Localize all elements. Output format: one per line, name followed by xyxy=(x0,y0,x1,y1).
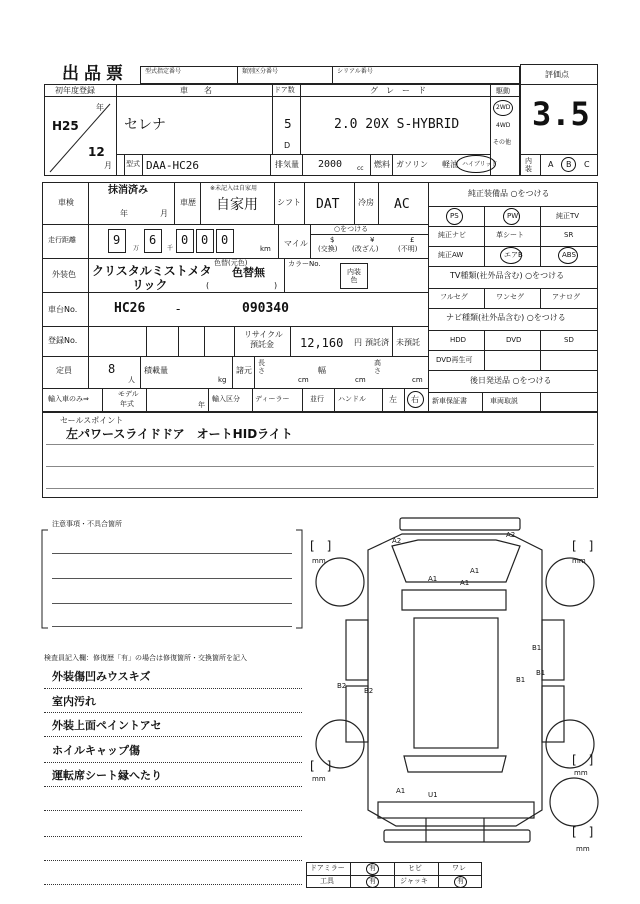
chassis-label: 車台No. xyxy=(48,305,78,314)
damage-mark-a2-front-right: A2 xyxy=(506,531,516,539)
capacity-value: 8 xyxy=(108,362,116,376)
color-number-label: カラーNo. xyxy=(288,260,321,268)
mm-bracket-rr: [ ] xyxy=(572,753,594,767)
navi-sd: SD xyxy=(564,336,574,344)
registration-label: 登録No. xyxy=(48,336,78,345)
dims-label: 諸元 xyxy=(236,366,252,375)
fuel-label: 燃料 xyxy=(374,160,390,169)
shift-value: DAT xyxy=(316,197,340,212)
dims-height-cm: cm xyxy=(412,376,423,384)
fuel-hybrid-circle xyxy=(456,155,496,173)
navi-dvd-play: DVD再生可 xyxy=(436,356,473,364)
navi-dvd: DVD xyxy=(506,336,522,344)
recycle-value: 12,160 xyxy=(300,336,344,350)
break-label: ワレ xyxy=(452,864,466,872)
recycle-label-l1: リサイクル xyxy=(244,330,283,339)
genuine-pw-circle xyxy=(503,208,520,225)
mileage-digit-1: 9 xyxy=(113,233,121,247)
displacement-label: 排気量 xyxy=(275,160,299,169)
door-unit: D xyxy=(284,141,291,150)
page-title: 出品票 xyxy=(62,64,128,84)
tool-yes: 有 xyxy=(369,877,376,885)
fuel-gasoline: ガソリン xyxy=(396,160,428,169)
mileage-swap-c: £ xyxy=(410,236,415,244)
score-value: 3.5 xyxy=(532,95,590,133)
import-label: 輸入車のみ⇒ xyxy=(48,395,89,403)
genuine-aw: 純正AW xyxy=(438,251,464,259)
chassis-dash: - xyxy=(176,302,181,316)
capacity-unit: 人 xyxy=(128,376,135,384)
mm-bracket-fr: [ ] xyxy=(572,539,594,553)
navi-hdd: HDD xyxy=(450,336,467,344)
dims-width: 幅 xyxy=(318,366,326,375)
car-damage-diagram xyxy=(306,510,606,880)
chassis-number: 090340 xyxy=(242,301,289,316)
tv-type-title: TV種類(社外品含む) ○をつける xyxy=(450,271,565,280)
model-code-label: 型式 xyxy=(126,160,140,168)
repaint-value: 色替無 xyxy=(232,266,265,279)
navi-type-title: ナビ種類(社外品含む) ○をつける xyxy=(446,313,566,322)
import-dealer: ディーラー xyxy=(255,395,290,403)
damage-mark-a1-hood-3: A1 xyxy=(470,567,480,575)
score-label: 評価点 xyxy=(545,70,569,79)
cc-unit: cc xyxy=(357,165,364,172)
drive-4wd: 4WD xyxy=(496,122,511,129)
genuine-tv: 純正TV xyxy=(556,212,580,220)
interior-grade-c: C xyxy=(584,160,590,169)
fuel-diesel: 軽油 xyxy=(442,160,458,169)
inspection-year-unit: 年 xyxy=(120,209,128,218)
tool-circle xyxy=(366,876,379,888)
cooler-label: 冷房 xyxy=(358,198,374,207)
mm-bracket-spare: [ ] xyxy=(572,825,594,839)
interior-grade-a: A xyxy=(548,160,554,169)
inspection-status: 抹消済み xyxy=(108,185,148,196)
genuine-leather: 革シート xyxy=(496,231,524,239)
import-parallel: 並行 xyxy=(310,395,324,403)
repaint-paren-open: ( xyxy=(206,281,210,290)
crack-label: ヒビ xyxy=(408,864,422,872)
note-item-1: 外装傷凹みウスキズ xyxy=(52,670,151,683)
capacity-label: 定員 xyxy=(56,366,72,375)
serial-number-label: シリアル番号 xyxy=(337,68,373,75)
tv-full: フルセグ xyxy=(440,293,468,301)
note-item-2: 室内汚れ xyxy=(52,695,96,708)
chassis-prefix: HC26 xyxy=(114,301,146,316)
damage-mark-a1-hood-2: A1 xyxy=(460,579,470,587)
damage-mark-b1-right-1: B1 xyxy=(532,644,542,652)
handle-left: 左 xyxy=(389,395,397,404)
genuine-ps: PS xyxy=(450,212,459,220)
handle-right-circle xyxy=(407,391,424,408)
history-value: 自家用 xyxy=(216,197,258,213)
interior-grade-b: B xyxy=(566,160,572,169)
load-kg: kg xyxy=(218,376,227,384)
door-count: 5 xyxy=(284,117,292,131)
genuine-airbag: エアB xyxy=(504,251,523,259)
note-item-4: ホイルキャップ傷 xyxy=(52,744,140,757)
mm-unit-rr: mm xyxy=(574,769,588,777)
recycle-not-deposited: 未預託 xyxy=(396,338,420,347)
dims-length: 長さ xyxy=(258,359,265,375)
first-reg-label: 初年度登録 xyxy=(55,86,95,95)
mileage-man-unit: 万 xyxy=(133,245,140,252)
door-mirror-label: ドアミラー xyxy=(310,864,345,872)
grade-value: 2.0 20X S-HYBRID xyxy=(334,117,460,132)
header-id-box xyxy=(140,66,520,84)
drive-2wd-circle xyxy=(493,100,513,116)
later-warranty: 新車保証書 xyxy=(432,397,467,405)
mileage-swap-a: $ xyxy=(330,236,335,244)
genuine-airbag-circle xyxy=(500,247,522,264)
mm-unit-fr: mm xyxy=(572,557,586,565)
cooler-value: AC xyxy=(394,197,410,212)
genuine-ps-circle xyxy=(446,208,463,225)
shift-label: シフト xyxy=(277,198,301,207)
mileage-swap-b: ¥ xyxy=(370,236,375,244)
genuine-pw: PW xyxy=(507,212,519,220)
notes-bracket xyxy=(40,524,304,634)
jack-label: ジャッキ xyxy=(400,877,428,885)
type-approval-label: 型式指定番号 xyxy=(145,68,182,75)
mm-unit-rl: mm xyxy=(312,775,326,783)
drive-2wd: 2WD xyxy=(496,104,511,111)
car-name-label: 車 名 xyxy=(180,86,212,95)
note-item-3: 外装上面ペイントアセ xyxy=(52,719,162,732)
car-name: セレナ xyxy=(124,117,166,133)
mileage-label: 走行距離 xyxy=(48,236,76,244)
tool-label: 工具 xyxy=(320,877,334,885)
recycle-yen: 円 xyxy=(354,338,362,347)
damage-mark-b1-right-2: B1 xyxy=(536,669,546,677)
load-label: 積載量 xyxy=(144,366,168,375)
damage-mark-u1-rear: U1 xyxy=(428,791,438,799)
later-title: 後日発送品 ○をつける xyxy=(470,376,552,385)
damage-mark-b1-right-3: B1 xyxy=(516,676,526,684)
interior-grade-label: 内装 xyxy=(525,157,532,174)
model-year-unit: 年 xyxy=(198,401,205,409)
fuel-hybrid: ハイブリッド xyxy=(462,161,498,168)
mileage-digit-3: 0 xyxy=(181,233,189,247)
jack-yes: 有 xyxy=(457,877,464,885)
handle-right: 右 xyxy=(411,395,419,404)
model-year-label-l2: 年式 xyxy=(120,400,134,408)
grade-label: グ レ ー ド xyxy=(370,86,426,95)
model-year-label-l1: モデル xyxy=(118,390,139,398)
history-label: 車歴 xyxy=(180,198,196,207)
jack-circle xyxy=(454,876,467,888)
mileage-digit-2: 6 xyxy=(149,233,157,247)
damage-mark-a1-rear: A1 xyxy=(396,787,406,795)
mileage-digit-5: 0 xyxy=(221,233,229,247)
drive-other: その他 xyxy=(493,139,512,146)
exterior-color-value-l1: クリスタルミストメタ xyxy=(92,264,212,278)
later-manual: 車両取説 xyxy=(490,397,518,405)
model-code: DAA-HC26 xyxy=(146,159,199,172)
mileage-swap-b-sub: (改ざん) xyxy=(352,245,379,253)
reg-year-unit: 年 xyxy=(96,103,104,112)
displacement-value: 2000 xyxy=(318,159,343,170)
handle-label: ハンドル xyxy=(338,395,366,403)
inspector-note: 検査員記入欄：修復歴「有」の場合は修復箇所・交換箇所を記入 xyxy=(44,654,247,662)
sales-point-text: 左パワースライドドア オートHIDライト xyxy=(66,427,293,441)
interior-grade-circle xyxy=(561,157,576,172)
genuine-navi: 純正ナビ xyxy=(438,231,466,239)
reg-era: H25 xyxy=(52,119,79,133)
reg-month: 12 xyxy=(88,145,105,159)
mileage-swap-c-sub: (不明) xyxy=(398,245,418,253)
mm-bracket-fl: [ ] xyxy=(310,539,332,553)
drive-label: 駆動 xyxy=(496,87,510,95)
damage-mark-b2-left-2: B2 xyxy=(364,687,374,695)
sales-point-box xyxy=(42,412,598,498)
tv-one: ワンセグ xyxy=(496,293,524,301)
dims-length-cm: cm xyxy=(298,376,309,384)
mileage-sen-unit: 千 xyxy=(167,245,174,252)
mm-unit-spare: mm xyxy=(576,845,590,853)
dims-width-cm: cm xyxy=(355,376,366,384)
genuine-abs-circle xyxy=(558,247,578,264)
repaint-label: 色替(元色) xyxy=(214,259,248,267)
class-number-label: 類別区分番号 xyxy=(242,68,279,75)
dims-height: 高さ xyxy=(374,359,381,375)
door-count-label: ドア数 xyxy=(274,86,295,94)
damage-mark-a2-front-left: A2 xyxy=(392,537,402,545)
genuine-sr: SR xyxy=(564,231,574,239)
recycle-deposited: 預託済 xyxy=(365,338,389,347)
mm-bracket-rl: [ ] xyxy=(310,759,332,773)
tv-analog: アナログ xyxy=(552,293,580,301)
reg-month-unit: 月 xyxy=(104,161,112,170)
exterior-color-value-l2: リック xyxy=(132,278,168,292)
exterior-color-label: 外装色 xyxy=(52,270,76,279)
note-item-5: 運転席シート縁へたり xyxy=(52,769,162,782)
notes-label: 注意事項・不具合箇所 xyxy=(52,520,122,528)
mileage-mile: マイル xyxy=(284,239,308,248)
mileage-swap-a-sub: (交換) xyxy=(318,245,338,253)
interior-color-label: 内装色 xyxy=(347,268,361,285)
mileage-circle-note: ○をつける xyxy=(334,225,369,233)
import-type-label: 輸入区分 xyxy=(212,395,240,403)
mm-unit-fl: mm xyxy=(312,557,326,565)
genuine-title: 純正装備品 ○をつける xyxy=(468,189,550,198)
damage-mark-b2-left-1: B2 xyxy=(337,682,347,690)
history-note: ※未記入は自家用 xyxy=(210,185,258,192)
mileage-km-unit: km xyxy=(260,245,271,253)
sales-point-label: セールスポイント xyxy=(60,416,124,425)
door-mirror-yes: 有 xyxy=(369,864,376,872)
inspection-month-unit: 月 xyxy=(160,209,168,218)
mileage-digit-4: 0 xyxy=(201,233,209,247)
door-mirror-circle xyxy=(366,863,379,875)
repaint-paren-close: ) xyxy=(274,281,278,290)
damage-mark-a1-hood-1: A1 xyxy=(428,575,438,583)
genuine-abs: ABS xyxy=(562,251,576,259)
inspection-label: 車検 xyxy=(58,198,74,207)
recycle-label-l2: 預託金 xyxy=(250,340,274,349)
